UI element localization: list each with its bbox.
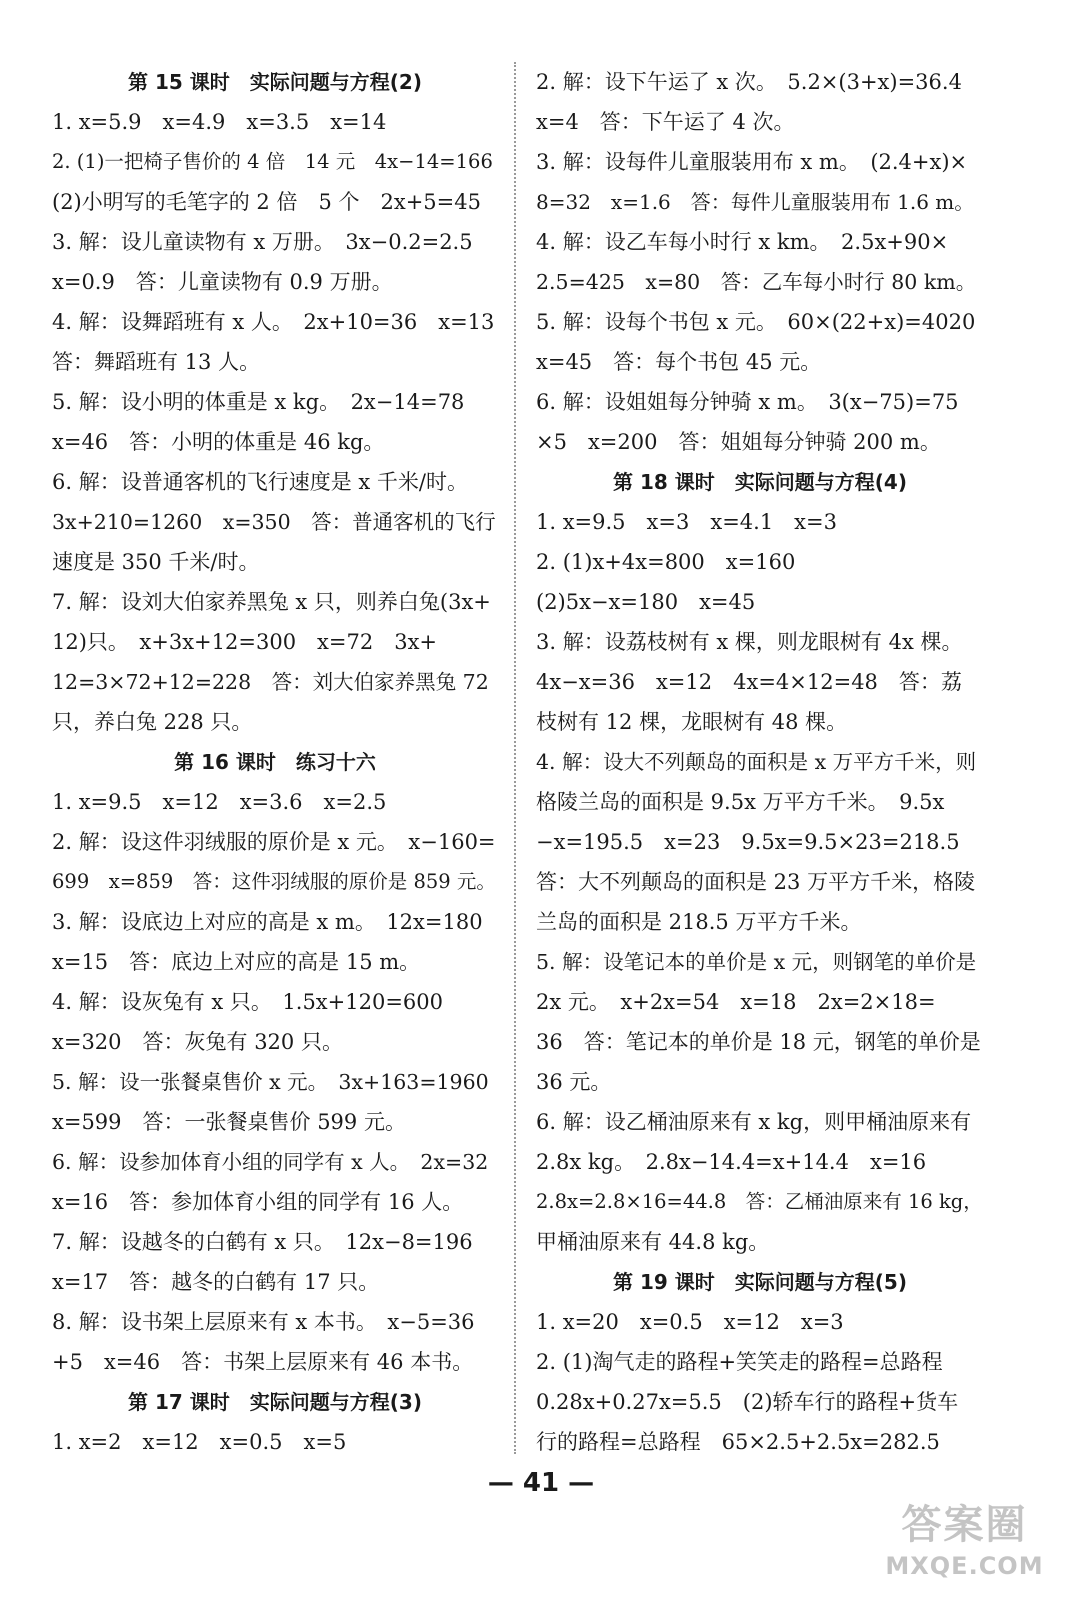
answer-line: 12)只。 x+3x+12=300 x=72 3x+: [52, 630, 438, 654]
answer-line: (2)小明写的毛笔字的 2 倍 5 个 2x+5=45: [52, 190, 481, 214]
answer-line: x=15 答：底边上对应的高是 15 m。: [52, 950, 421, 974]
watermark-logo: [862, 1500, 1067, 1592]
answer-line: 7. 解：设越冬的白鹤有 x 只。 12x−8=196: [52, 1230, 473, 1254]
answer-line: 6. 解：设乙桶油原来有 x kg，则甲桶油原来有: [536, 1110, 972, 1134]
watermark-top-text: 答案圈: [901, 1502, 1028, 1548]
answer-line: 3. 解：设荔枝树有 x 棵，则龙眼树有 4x 棵。: [536, 630, 963, 654]
answer-line: 6. 解：设普通客机的飞行速度是 x 千米/时。: [52, 470, 468, 494]
answer-line: 1. x=5.9 x=4.9 x=3.5 x=14: [52, 110, 387, 134]
answer-line: 8=32 x=1.6 答：每件儿童服装用布 1.6 m。: [536, 190, 975, 214]
answer-line: 枝树有 12 棵，龙眼树有 48 棵。: [536, 710, 848, 734]
answer-line: x=16 答：参加体育小组的同学有 16 人。: [52, 1190, 464, 1214]
answer-line: 答：大不列颠岛的面积是 23 万平方千米，格陵: [536, 870, 976, 894]
answer-line: 3. 解：设儿童读物有 x 万册。 3x−0.2=2.5: [52, 230, 473, 254]
answer-line: 答：舞蹈班有 13 人。: [52, 350, 261, 374]
answer-line: 2.8x kg。 2.8x−14.4=x+14.4 x=16: [536, 1150, 927, 1174]
section-heading: 第 16 课时 练习十六: [174, 750, 376, 774]
section-heading: 第 15 课时 实际问题与方程(2): [128, 70, 422, 94]
answer-line: 1. x=2 x=12 x=0.5 x=5: [52, 1430, 347, 1454]
answer-line: 36 答：笔记本的单价是 18 元，钢笔的单价是: [536, 1030, 981, 1054]
answer-line: 1. x=9.5 x=12 x=3.6 x=2.5: [52, 790, 387, 814]
answer-line: 5. 解：设笔记本的单价是 x 元，则钢笔的单价是: [536, 950, 977, 974]
section-heading: 第 17 课时 实际问题与方程(3): [128, 1390, 422, 1414]
answer-line: 5. 解：设小明的体重是 x kg。 2x−14=78: [52, 390, 465, 414]
answer-line: −x=195.5 x=23 9.5x=9.5×23=218.5: [536, 830, 960, 854]
answer-line: 2x 元。 x+2x=54 x=18 2x=2×18=: [536, 990, 936, 1014]
answer-line: 2. 解：设下午运了 x 次。 5.2×(3+x)=36.4: [536, 70, 962, 94]
answer-line: 格陵兰岛的面积是 9.5x 万平方千米。 9.5x: [536, 790, 945, 814]
right-column: [536, 62, 984, 1462]
answer-line: 1. x=9.5 x=3 x=4.1 x=3: [536, 510, 837, 534]
answer-line: 4. 解：设舞蹈班有 x 人。 2x+10=36 x=13: [52, 310, 495, 334]
answer-line: x=320 答：灰兔有 320 只。: [52, 1030, 343, 1054]
answer-line: 699 x=859 答：这件羽绒服的原价是 859 元。: [52, 870, 496, 893]
answer-line: 2.8x=2.8×16=44.8 答：乙桶油原来有 16 kg，: [536, 1190, 983, 1213]
page-number: — 41 —: [487, 1468, 595, 1498]
answer-line: 兰岛的面积是 218.5 万平方千米。: [536, 910, 862, 934]
answer-line: 甲桶油原来有 44.8 kg。: [536, 1230, 770, 1254]
answer-line: 2. 解：设这件羽绒服的原价是 x 元。 x−160=: [52, 830, 496, 854]
answer-line: 4. 解：设乙车每小时行 x km。 2.5x+90×: [536, 230, 949, 254]
answer-line: 1. x=20 x=0.5 x=12 x=3: [536, 1310, 844, 1334]
column-divider: [514, 62, 516, 1454]
answer-line: 3. 解：设每件儿童服装用布 x m。 (2.4+x)×: [536, 150, 968, 174]
answer-line: 4. 解：设灰兔有 x 只。 1.5x+120=600: [52, 990, 444, 1014]
answer-line: 3. 解：设底边上对应的高是 x m。 12x=180: [52, 910, 483, 934]
answer-line: 4x−x=36 x=12 4x=4×12=48 答：荔: [536, 670, 962, 694]
answer-line: x=599 答：一张餐桌售价 599 元。: [52, 1110, 406, 1134]
answer-line: x=4 答：下午运了 4 次。: [536, 110, 795, 134]
answer-line: x=0.9 答：儿童读物有 0.9 万册。: [52, 270, 393, 294]
answer-line: 4. 解：设大不列颠岛的面积是 x 万平方千米，则: [536, 750, 977, 774]
answer-line: 6. 解：设参加体育小组的同学有 x 人。 2x=32: [52, 1150, 489, 1174]
answer-line: 2. (1)x+4x=800 x=160: [536, 550, 796, 574]
answer-line: 12=3×72+12=228 答：刘大伯家养黑兔 72: [52, 670, 489, 694]
answer-line: 36 元。: [536, 1070, 612, 1094]
answer-line: +5 x=46 答：书架上层原来有 46 本书。: [52, 1350, 474, 1374]
section-heading: 第 18 课时 实际问题与方程(4): [613, 470, 907, 494]
answer-line: 只，养白兔 228 只。: [52, 710, 253, 734]
answer-line: 3x+210=1260 x=350 答：普通客机的飞行: [52, 510, 496, 534]
answer-line: 5. 解：设一张餐桌售价 x 元。 3x+163=1960: [52, 1070, 489, 1094]
answer-line: 2. (1)淘气走的路程+笑笑走的路程=总路程: [536, 1350, 943, 1374]
answer-line: ×5 x=200 答：姐姐每分钟骑 200 m。: [536, 430, 941, 454]
answer-line: 5. 解：设每个书包 x 元。 60×(22+x)=4020: [536, 310, 976, 334]
answer-line: (2)5x−x=180 x=45: [536, 590, 756, 614]
left-column: [52, 62, 498, 1462]
section-heading: 第 19 课时 实际问题与方程(5): [613, 1270, 907, 1294]
answer-line: x=45 答：每个书包 45 元。: [536, 350, 822, 374]
watermark-url-text: MXQE.COM: [885, 1552, 1044, 1580]
answer-line: 0.28x+0.27x=5.5 (2)轿车行的路程+货车: [536, 1390, 959, 1414]
answer-line: x=17 答：越冬的白鹤有 17 只。: [52, 1270, 380, 1294]
answer-line: 2.5=425 x=80 答：乙车每小时行 80 km。: [536, 270, 977, 294]
answer-line: 8. 解：设书架上层原来有 x 本书。 x−5=36: [52, 1310, 475, 1334]
answer-line: 6. 解：设姐姐每分钟骑 x m。 3(x−75)=75: [536, 390, 959, 414]
answer-line: 行的路程=总路程 65×2.5+2.5x=282.5: [536, 1430, 940, 1454]
answer-line: 速度是 350 千米/时。: [52, 550, 260, 574]
answer-line: x=46 答：小明的体重是 46 kg。: [52, 430, 385, 454]
answer-line: 2. (1)一把椅子售价的 4 倍 14 元 4x−14=166: [52, 150, 493, 173]
answer-line: 7. 解：设刘大伯家养黑兔 x 只，则养白兔(3x+: [52, 590, 491, 614]
